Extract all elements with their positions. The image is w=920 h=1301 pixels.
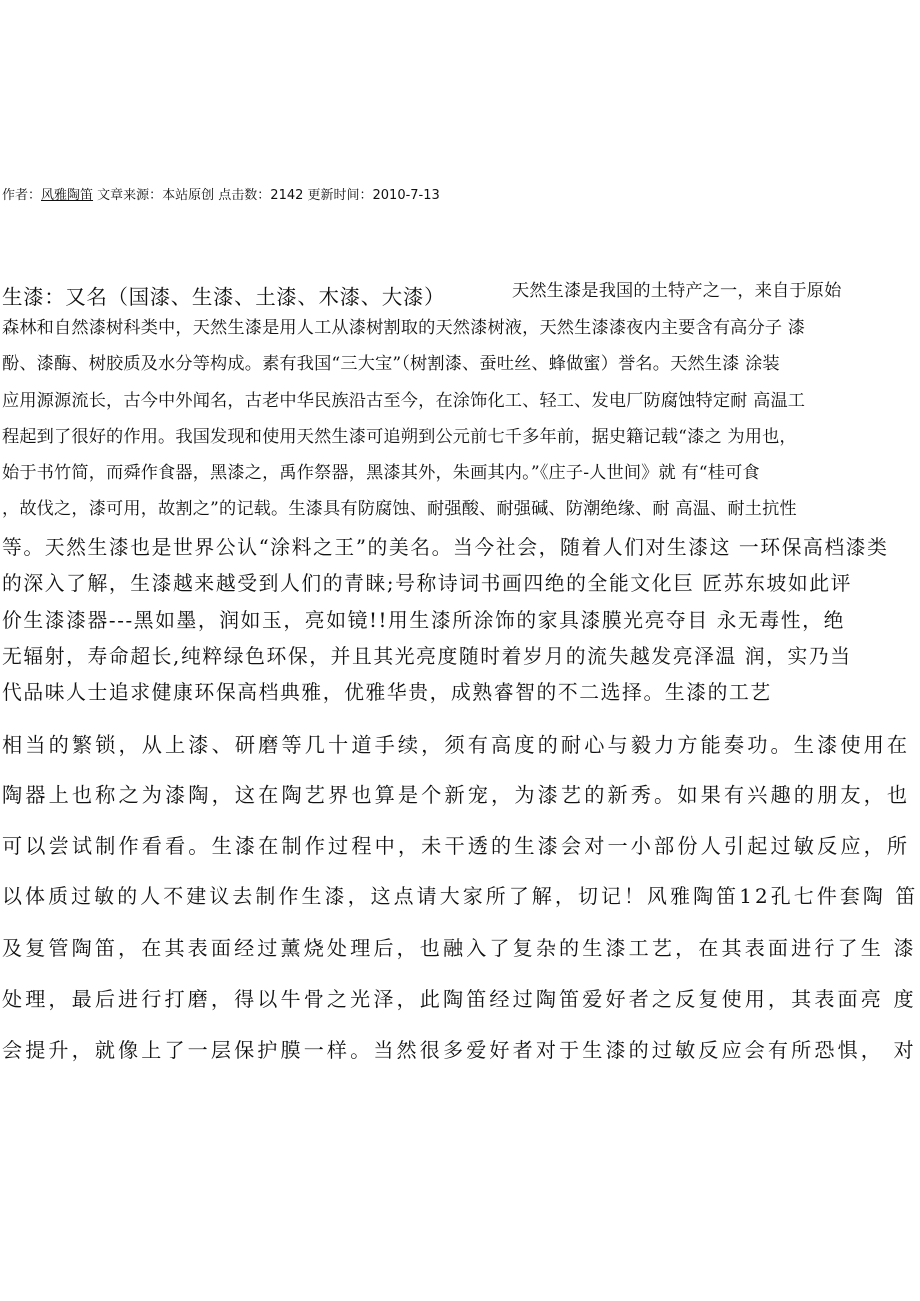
body-line: 等。天然生漆也是世界公认“涂料之王”的美名。当今社会，随着人们对生漆这 一环保高档漆类 [2,536,889,559]
article-meta [2,184,440,203]
author-link[interactable]: 风雅陶笛 [41,188,94,203]
body-line: 陶器上也称之为漆陶，这在陶艺界也算是个新宠，为漆艺的新秀。如果有兴趣的朋友，也 [2,783,911,807]
body-line: 代品味人士追求健康环保高档典雅，优雅华贵，成熟睿智的不二选择。生漆的工艺 [2,681,772,704]
body-line: 相当的繁锁，从上漆、研磨等几十道手续，须有高度的耐心与毅力方能奏功。生漆使用在 [2,733,911,757]
body-line: 处理，最后进行打磨，得以牛骨之光泽，此陶笛经过陶笛爱好者之反复使用，其表面亮 度 [2,987,917,1011]
body-line: ，故伐之，漆可用，故割之”的记载。生漆具有防腐蚀、耐强酸、耐强碱、防潮绝缘、耐 高温、耐土抗性 [2,499,797,519]
author-label: 作者： [2,188,42,203]
body-line: 以体质过敏的人不建议去制作生漆，这点请大家所了解，切记！风雅陶笛12孔七件套陶 笛 [2,884,919,908]
body-line: 的深入了解，生漆越来越受到人们的青睐;号称诗词书画四绝的全能文化巨 匠苏东坡如此评 [2,572,853,595]
body-line: 可以尝试制作看看。生漆在制作过程中，未干透的生漆会对一小部份人引起过敏反应，所 [2,834,911,858]
body-line: 无辐射，寿命超长,纯粹绿色环保，并且其光亮度随时着岁月的流失越发亮泽温 润，实乃当 [2,645,852,668]
body-line: 程起到了很好的作用。我国发现和使用天然生漆可追朔到公元前七千多年前，据史籍记载“漆之 为用也， [2,427,797,447]
body-line: 价生漆漆器---黑如墨，润如玉，亮如镜!!用生漆所涂饰的家具漆膜光亮夺目 永无毒性，绝 [2,609,845,632]
article-title: 生漆：又名（国漆、生漆、土漆、木漆、大漆） [2,287,446,309]
body-line: 森林和自然漆树科类中，天然生漆是用人工从漆树割取的天然漆树液，天然生漆漆夜内主要含有高分子 漆 [2,318,806,338]
body-line: 天然生漆是我国的土特产之一，来自于原始 [512,281,842,301]
body-line: 会提升，就像上了一层保护膜一样。当然很多爱好者对于生漆的过敏反应会有所恐惧， 对 [2,1038,917,1062]
body-line: 始于书竹简，而舜作食器，黑漆之，禹作祭器，黑漆其外，朱画其内。”《庄子-人世间》就 有“桂可食 [2,463,760,483]
body-line: 及复管陶笛，在其表面经过薰烧处理后，也融入了复杂的生漆工艺，在其表面进行了生 漆 [2,936,917,960]
body-line: 酚、漆酶、树胶质及水分等构成。素有我国“三大宝”（树割漆、蚕吐丝、蜂做蜜）誉名。天然生漆 涂装 [2,354,780,374]
body-line: 应用源源流长，古今中外闻名，古老中华民族沿古至今，在涂饰化工、轻工、发电厂防腐蚀特定耐 高温工 [2,391,806,411]
meta-details: 文章来源：本站原创 点击数：2142 更新时间：2010-7-13 [93,188,440,203]
